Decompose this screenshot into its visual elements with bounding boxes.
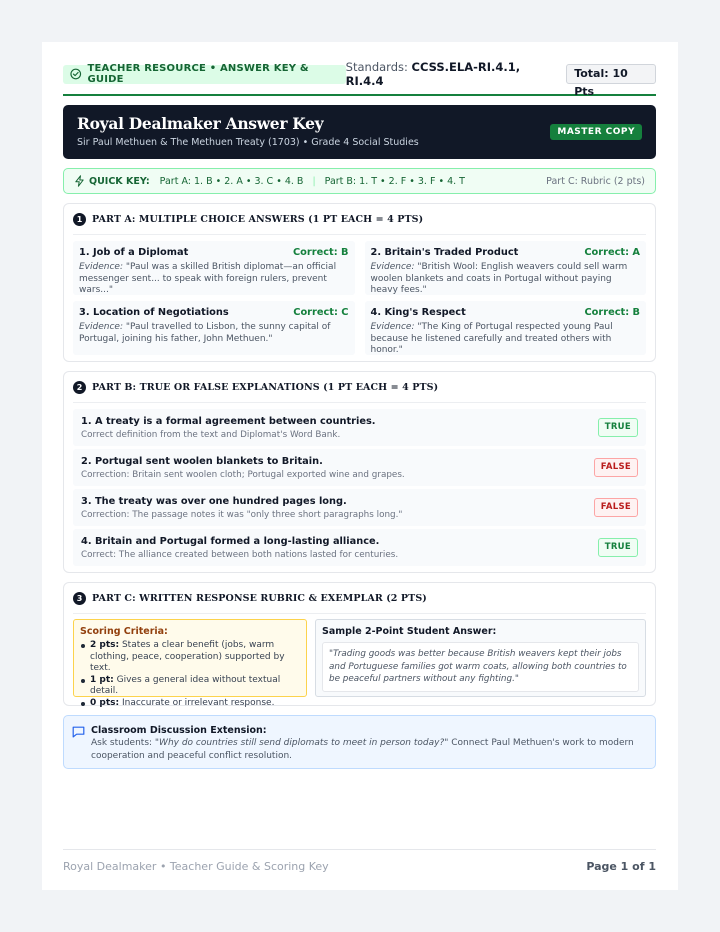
quick-key-bar xyxy=(63,168,656,194)
quick-key-part-b: Part B: 1. T • 2. F • 3. F • 4. T xyxy=(324,175,465,187)
resource-badge-text: TEACHER RESOURCE • ANSWER KEY & GUIDE xyxy=(87,63,309,85)
discussion-text xyxy=(91,737,651,762)
tf-explanation: Correct definition from the text and Diplomat's Word Bank. xyxy=(81,430,341,440)
evidence-label: Evidence: xyxy=(79,262,123,272)
discussion-rest: Connect Paul Methuen's work to modern cooperation and peaceful conflict resolution. xyxy=(91,738,634,761)
part-b-title: PART B: TRUE OR FALSE EXPLANATIONS (1 PT EACH = 4 PTS) xyxy=(92,381,439,393)
criteria-list xyxy=(80,640,300,709)
tf-explanation: Correct: The alliance created between both nations lasted for centuries. xyxy=(81,550,399,560)
criteria-points: 1 pt: xyxy=(90,674,114,685)
tf-statement: 4. Britain and Portugal formed a long-lasting alliance. xyxy=(81,536,380,547)
total-points-badge: Total: 10 Pts xyxy=(566,64,656,84)
part-c-grid xyxy=(73,614,646,708)
lightning-icon xyxy=(74,175,85,187)
check-circle-icon xyxy=(70,68,82,80)
mc-question: 3. Location of Negotiations xyxy=(79,307,229,318)
mc-evidence xyxy=(79,322,349,345)
mc-correct-answer: Correct: C xyxy=(293,307,349,318)
section-number-badge: 1 xyxy=(73,213,86,226)
criteria-text: Inaccurate or irrelevant response. xyxy=(119,697,275,708)
part-a-header xyxy=(73,204,646,235)
quick-key-label: QUICK KEY: xyxy=(89,175,150,187)
sample-answer-text: "Trading goods was better because British weavers kept their jobs and Portuguese families got warm coats, allowing both countries to be peaceful partners without any fighting." xyxy=(322,642,639,692)
criteria-points: 2 pts: xyxy=(90,640,120,650)
section-number-badge: 3 xyxy=(73,592,86,605)
page-title: Royal Dealmaker Answer Key xyxy=(77,114,324,133)
criteria-item xyxy=(80,698,300,710)
discussion-title: Classroom Discussion Extension: xyxy=(91,725,267,736)
page-content xyxy=(63,60,656,769)
discussion-question: "Why do countries still send diplomats to meet in person today?" xyxy=(154,738,449,748)
mc-answer-card xyxy=(365,301,647,355)
evidence-text: "Paul travelled to Lisbon, the sunny capital of Portugal, joining his father, John Methuen." xyxy=(79,322,331,344)
tf-explanation: Correction: Britain sent woolen cloth; Portugal exported wine and grapes. xyxy=(81,470,405,480)
evidence-label: Evidence: xyxy=(370,322,415,332)
mc-question: 2. Britain's Traded Product xyxy=(370,247,519,258)
page-footer xyxy=(63,849,656,873)
footer-title: Royal Dealmaker • Teacher Guide & Scoring Key xyxy=(63,860,329,873)
evidence-text: "British Wool: English weavers could sell warm woolen blankets and coats in Portugal without paying heavy fees." xyxy=(370,262,628,295)
scoring-criteria-box xyxy=(73,619,307,708)
page-subtitle: Sir Paul Methuen & The Methuen Treaty (1703) • Grade 4 Social Studies xyxy=(77,137,419,148)
mc-correct-answer: Correct: B xyxy=(292,247,349,258)
answer-key-page xyxy=(42,42,678,890)
top-row xyxy=(63,60,656,98)
resource-badge xyxy=(63,65,346,84)
tf-statement: 2. Portugal sent woolen blankets to Britain. xyxy=(81,456,323,467)
mc-answer-card xyxy=(73,301,355,355)
quick-key-separator: | xyxy=(312,175,316,187)
true-false-row xyxy=(73,529,646,566)
criteria-text: States a clear benefit (jobs, warm clothing, peace, cooperation) supported by text. xyxy=(90,640,285,673)
discussion-extension xyxy=(63,715,656,769)
part-c-title: PART C: WRITTEN RESPONSE RUBRIC & EXEMPLAR (2 PTS) xyxy=(92,592,427,604)
tf-statement: 3. The treaty was over one hundred pages long. xyxy=(81,496,347,507)
mc-correct-answer: Correct: B xyxy=(584,307,640,318)
part-a-section xyxy=(63,203,656,362)
part-b-header xyxy=(73,372,646,403)
tf-explanation: Correction: The passage notes it was "only three short paragraphs long." xyxy=(81,510,403,520)
part-c-section xyxy=(63,582,656,706)
criteria-points: 0 pts: xyxy=(90,697,120,708)
mc-correct-answer: Correct: A xyxy=(584,247,640,258)
mc-question: 1. Job of a Diplomat xyxy=(79,247,189,258)
mc-evidence xyxy=(79,262,349,297)
evidence-text: "The King of Portugal respected young Paul because he listened carefully and treated others with honor." xyxy=(370,322,613,355)
mc-evidence xyxy=(371,262,641,297)
mc-evidence xyxy=(371,322,641,357)
mc-answer-card xyxy=(73,241,355,295)
part-b-section xyxy=(63,371,656,573)
true-false-row xyxy=(73,489,646,526)
true-false-row xyxy=(73,449,646,486)
true-false-row xyxy=(73,409,646,446)
part-c-header xyxy=(73,583,646,614)
quick-key-part-c: Part C: Rubric (2 pts) xyxy=(546,175,645,187)
criteria-text: Gives a general idea without textual detail. xyxy=(90,674,281,696)
page-number: Page 1 of 1 xyxy=(586,860,656,873)
evidence-text: "Paul was a skilled British diplomat—an official messenger sent... to speak with foreign rulers, prevent wars..." xyxy=(79,262,337,295)
true-badge: TRUE xyxy=(598,418,638,437)
sample-answer-box xyxy=(315,619,646,697)
scoring-criteria-title: Scoring Criteria: xyxy=(80,626,168,637)
part-a-grid xyxy=(73,235,646,361)
quick-key-part-a: Part A: 1. B • 2. A • 3. C • 4. B xyxy=(159,175,304,187)
false-badge: FALSE xyxy=(594,458,638,477)
discussion-lead: Ask students: xyxy=(91,738,155,748)
true-badge: TRUE xyxy=(598,538,638,557)
false-badge: FALSE xyxy=(594,498,638,517)
section-number-badge: 2 xyxy=(73,381,86,394)
standards-value: CCSS.ELA-RI.4.1, RI.4.4 xyxy=(345,60,521,88)
header-divider xyxy=(63,94,656,96)
header-right xyxy=(345,60,656,98)
evidence-label: Evidence: xyxy=(370,262,415,272)
title-banner xyxy=(63,105,656,159)
criteria-item xyxy=(80,675,300,698)
criteria-item xyxy=(80,640,300,675)
mc-question: 4. King's Respect xyxy=(370,307,466,318)
standards xyxy=(346,60,553,88)
tf-statement: 1. A treaty is a formal agreement between countries. xyxy=(81,416,376,427)
chat-bubble-icon xyxy=(72,726,85,738)
evidence-label: Evidence: xyxy=(79,322,123,332)
part-a-title: PART A: MULTIPLE CHOICE ANSWERS (1 PT EACH = 4 PTS) xyxy=(92,213,424,225)
mc-answer-card xyxy=(365,241,647,295)
standards-label: Standards: xyxy=(345,60,408,74)
part-b-list xyxy=(73,403,646,572)
master-copy-badge: MASTER COPY xyxy=(550,124,642,140)
sample-answer-title: Sample 2-Point Student Answer: xyxy=(322,626,497,637)
